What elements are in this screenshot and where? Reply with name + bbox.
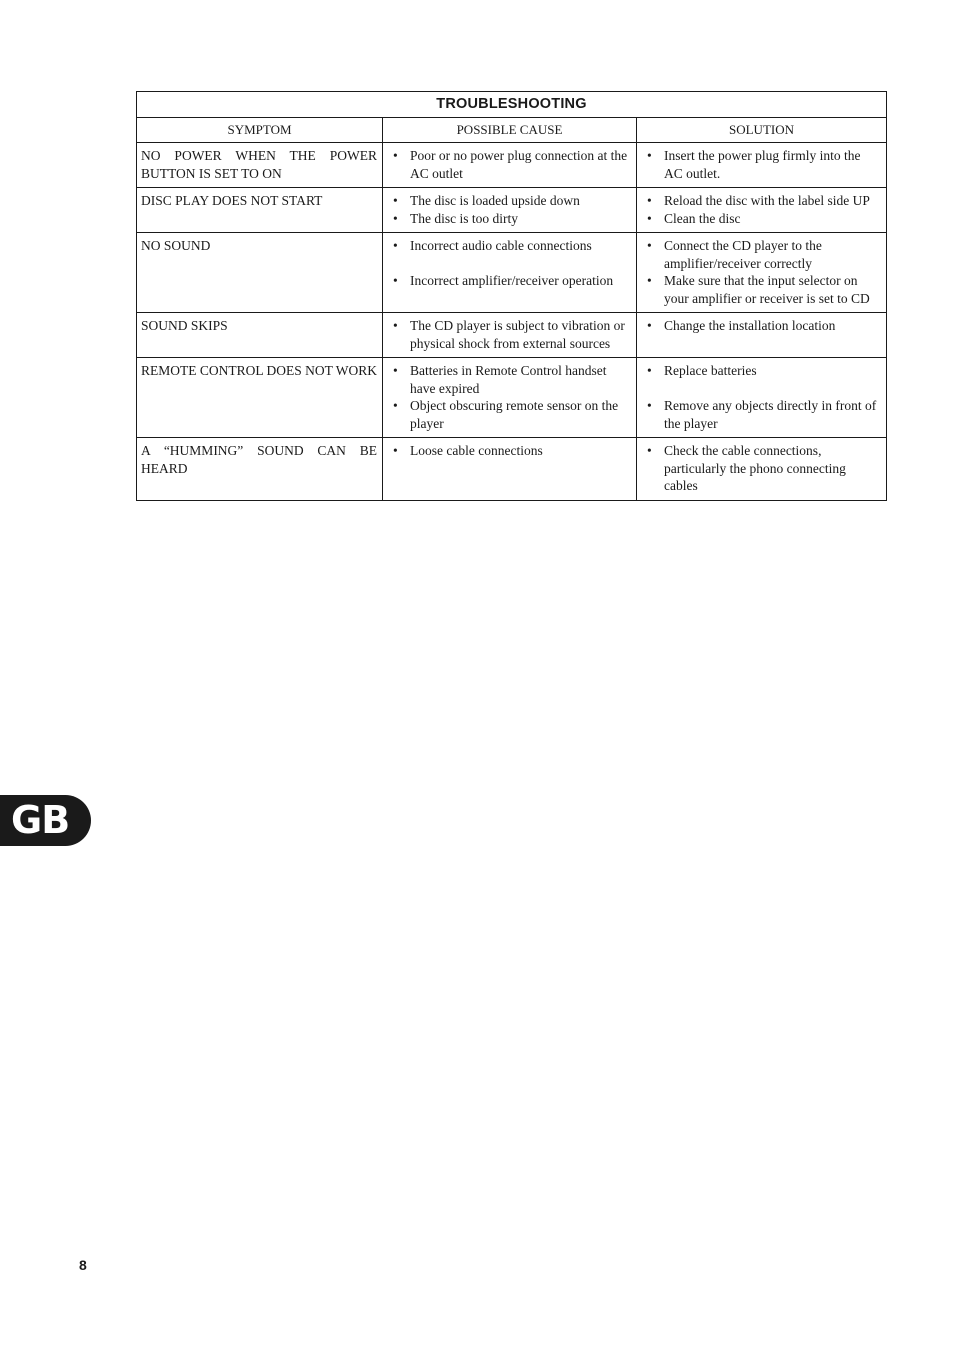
cause-cell <box>383 313 637 358</box>
symptom-cell: SOUND SKIPS <box>137 313 383 358</box>
solution-item: • Reload the disc with the label side UP <box>647 192 881 210</box>
symptom-cell: A “HUMMING” SOUND CAN BE HEARD <box>137 438 383 501</box>
table-row <box>137 188 887 233</box>
solution-item: • Clean the disc <box>647 210 881 228</box>
cause-item: • The CD player is subject to vibration or physical shock from external sources <box>393 317 631 352</box>
cause-item: • The disc is too dirty <box>393 210 631 228</box>
table-row <box>137 143 887 188</box>
solution-cell <box>637 233 887 313</box>
header-solution: SOLUTION <box>637 118 887 143</box>
cause-item: • Object obscuring remote sensor on the player <box>393 397 631 432</box>
table-title: TROUBLESHOOTING <box>137 92 887 118</box>
header-symptom: SYMPTOM <box>137 118 383 143</box>
cause-item: • The disc is loaded upside down <box>393 192 631 210</box>
troubleshooting-table <box>136 91 887 501</box>
cause-item: • Loose cable connections <box>393 442 631 460</box>
solution-cell <box>637 143 887 188</box>
symptom-cell: NO SOUND <box>137 233 383 313</box>
solution-item: • Replace batteries <box>647 362 881 380</box>
symptom-cell: NO POWER WHEN THE POWER BUTTON IS SET TO ON <box>137 143 383 188</box>
cause-cell <box>383 358 637 438</box>
cause-cell <box>383 438 637 501</box>
solution-item: • Change the installation location <box>647 317 881 335</box>
table-row <box>137 233 887 313</box>
solution-cell <box>637 438 887 501</box>
solution-cell <box>637 358 887 438</box>
solution-cell <box>637 188 887 233</box>
cause-item: • Incorrect audio cable connections <box>393 237 631 255</box>
symptom-cell: DISC PLAY DOES NOT START <box>137 188 383 233</box>
solution-item: • Check the cable connections, particularly the phono connecting cables <box>647 442 881 495</box>
table-row <box>137 438 887 501</box>
header-possible-cause: POSSIBLE CAUSE <box>383 118 637 143</box>
solution-item: • Insert the power plug firmly into the AC outlet. <box>647 147 881 182</box>
language-tab: GB <box>0 795 91 846</box>
page-number: 8 <box>79 1257 87 1273</box>
cause-item: • Poor or no power plug connection at the AC outlet <box>393 147 631 182</box>
symptom-cell: REMOTE CONTROL DOES NOT WORK <box>137 358 383 438</box>
solution-item: • Connect the CD player to the amplifier/receiver correctly <box>647 237 881 272</box>
table-row <box>137 313 887 358</box>
table-row <box>137 358 887 438</box>
cause-cell <box>383 143 637 188</box>
cause-item: • Incorrect amplifier/receiver operation <box>393 272 631 290</box>
solution-item: • Make sure that the input selector on your amplifier or receiver is set to CD <box>647 272 881 307</box>
cause-item: • Batteries in Remote Control handset have expired <box>393 362 631 397</box>
solution-cell <box>637 313 887 358</box>
solution-item: • Remove any objects directly in front of the player <box>647 397 881 432</box>
cause-cell <box>383 188 637 233</box>
cause-cell <box>383 233 637 313</box>
